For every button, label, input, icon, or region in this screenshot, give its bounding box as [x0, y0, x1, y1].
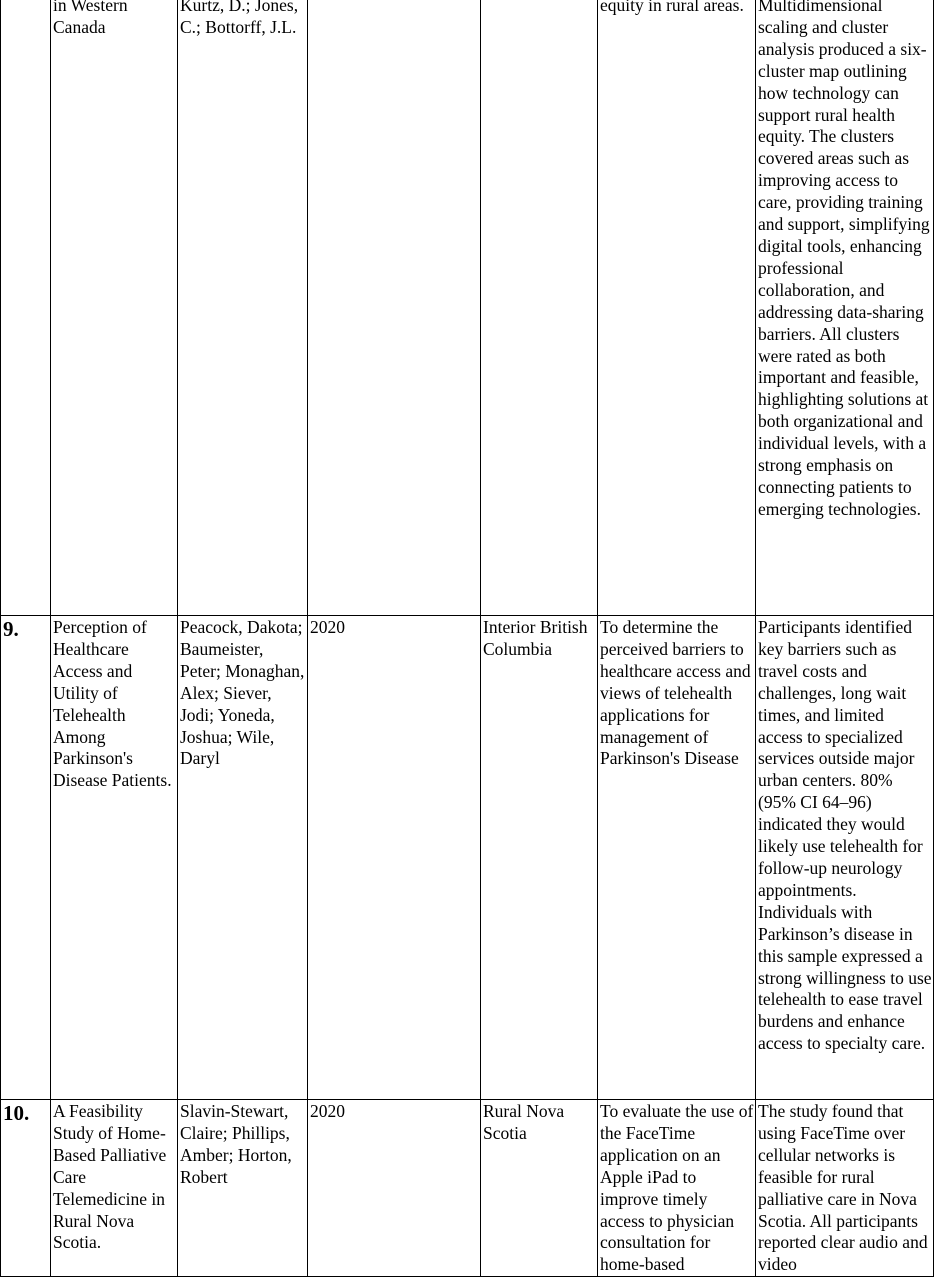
authors-cell [178, 1100, 308, 1277]
study-title: Perception of Healthcare Access and Utility of Telehealth Among Parkinson's Disease Patients. [53, 617, 172, 791]
table-row [1, 616, 934, 1100]
findings-cell [756, 0, 934, 616]
study-aim: To determine the perceived barriers to healthcare access and views of telehealth applications for management of Parkinson's Disease [600, 617, 751, 769]
location-cell [481, 616, 598, 1100]
row-number: 9. [3, 617, 19, 641]
aim-cell [598, 1100, 756, 1277]
findings-cell [756, 1100, 934, 1277]
study-year: 2020 [310, 1101, 345, 1121]
authors-cell [178, 0, 308, 616]
location-cell [481, 0, 598, 616]
study-findings: The study found that using FaceTime over cellular networks is feasible for rural palliative care in Nova Scotia. All participants reported clear audio and video [758, 1101, 928, 1275]
study-authors: Peacock, Dakota; Baumeister, Peter; Monaghan, Alex; Siever, Jodi; Yoneda, Joshua; Wile, Daryl [180, 617, 305, 769]
authors-cell [178, 616, 308, 1100]
year-cell [308, 616, 481, 1100]
year-cell [308, 0, 481, 616]
study-year: 2020 [310, 617, 345, 637]
table-row [1, 0, 934, 616]
year-cell [308, 1100, 481, 1277]
study-findings: Multidimensional scaling and cluster analysis produced a six-cluster map outlining how technology can support rural health equity. The clusters covered areas such as improving access to care, providing training and support, simplifying digital tools, enhancing professional collaboration, and addressing data-sharing barriers. All clusters were rated as both important and feasible, highlighting solutions at both organizational and individual levels, with a strong emphasis on connecting patients to emerging technologies. [758, 0, 930, 519]
study-aim: equity in rural areas. [600, 0, 744, 15]
aim-cell [598, 616, 756, 1100]
row-number: 10. [3, 1101, 30, 1125]
study-location: Interior British Columbia [483, 617, 588, 659]
study-title: in Western Canada [53, 0, 128, 37]
location-cell [481, 1100, 598, 1277]
aim-cell [598, 0, 756, 616]
study-title: A Feasibility Study of Home-Based Palliative Care Telemedicine in Rural Nova Scotia. [53, 1101, 167, 1253]
findings-cell [756, 616, 934, 1100]
row-number-cell [1, 0, 51, 616]
row-number-cell [1, 616, 51, 1100]
study-location: Rural Nova Scotia [483, 1101, 565, 1143]
study-findings: Participants identified key barriers such as travel costs and challenges, long wait times, and limited access to specialized services outside major urban centers. 80% (95% CI 64–96) indicated they would likely use telehealth for follow-up neurology appointments. Individuals with Parkinson’s disease in this sample expressed a strong willingness to use telehealth to ease travel burdens and enhance access to specialty care. [758, 617, 932, 1054]
title-cell [51, 616, 178, 1100]
study-authors: Slavin-Stewart, Claire; Phillips, Amber; Horton, Robert [180, 1101, 292, 1187]
table-row [1, 1100, 934, 1277]
title-cell [51, 1100, 178, 1277]
study-aim: To evaluate the use of the FaceTime application on an Apple iPad to improve timely access to physician consultation for home-based [600, 1101, 754, 1275]
row-number-cell [1, 1100, 51, 1277]
study-authors: Kurtz, D.; Jones, C.; Bottorff, J.L. [180, 0, 299, 37]
title-cell [51, 0, 178, 616]
